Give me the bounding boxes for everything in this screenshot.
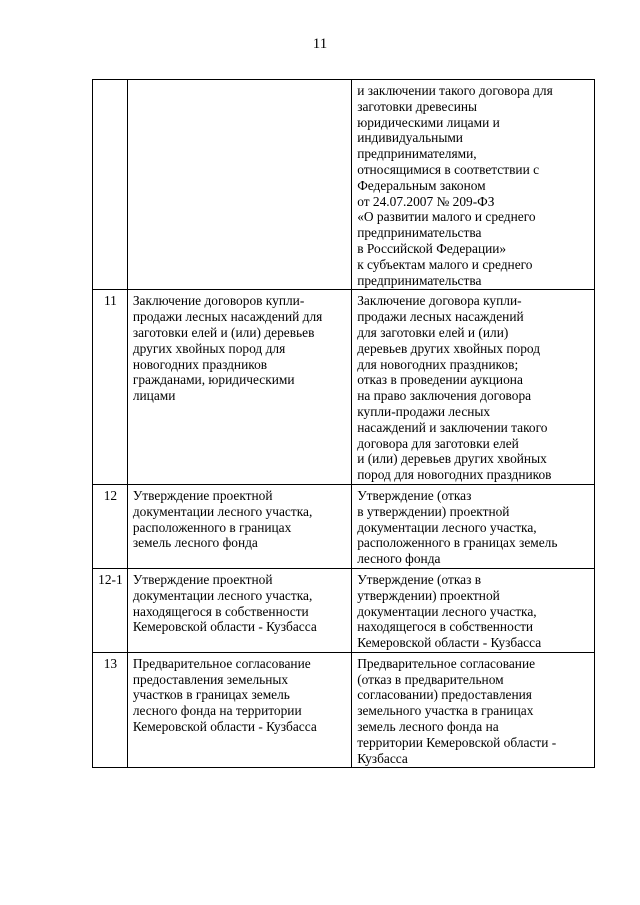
service-result-line: предпринимательства (357, 225, 482, 241)
service-result-line: предпринимательства (357, 272, 482, 288)
row-number-cell: 13 (93, 652, 128, 768)
service-result-cell (352, 290, 595, 485)
service-result-line: земельного участка в границах (357, 703, 534, 719)
service-result-line: Предварительное согласование (357, 655, 536, 671)
service-result-line: Утверждение (отказ (357, 487, 472, 503)
row-number-cell: 11 (93, 290, 128, 485)
services-table (92, 79, 595, 768)
service-result-line: предпринимателями, (357, 146, 477, 162)
service-result-line: для новогодних праздников; (357, 356, 519, 372)
service-result-line: юридическими лицами и (357, 114, 500, 130)
service-name-cell (127, 290, 351, 485)
service-result-line: Утверждение (отказ в (357, 571, 482, 587)
service-result-line: земель лесного фонда на (357, 719, 499, 735)
row-number-cell: 12 (93, 484, 128, 568)
service-name-line: расположенного в границах (132, 519, 292, 535)
row-number-cell (93, 80, 128, 290)
service-name-line: находящегося в собственности (132, 603, 309, 619)
service-name-cell (127, 568, 351, 652)
service-result-line: от 24.07.2007 № 209-ФЗ (357, 193, 495, 209)
service-name-line: Утверждение проектной (132, 571, 273, 587)
service-result-line: заготовки древесины (357, 98, 478, 114)
table-row (93, 568, 595, 652)
service-result-line: в утверждении) проектной (357, 503, 510, 519)
row-number-cell: 12-1 (93, 568, 128, 652)
table-row (93, 80, 595, 290)
service-result-line: утверждении) проектной (357, 587, 500, 603)
service-result-line: расположенного в границах земель (357, 535, 558, 551)
service-result-line: «О развитии малого и среднего (357, 209, 536, 225)
service-result-line: Федеральным законом (357, 177, 486, 193)
service-result-cell (352, 484, 595, 568)
service-result-line: пород для новогодних праздников (357, 467, 552, 483)
service-result-line: продажи лесных насаждений (357, 309, 524, 325)
service-name-line: документации лесного участка, (132, 503, 313, 519)
service-result-line: для заготовки елей и (или) (357, 324, 509, 340)
service-result-line: в Российской Федерации» (357, 240, 507, 256)
table-body (93, 80, 595, 768)
service-result-line: насаждений и заключении такого (357, 419, 548, 435)
service-result-line: (отказ в предварительном (357, 671, 504, 687)
service-result-line: лесного фонда (357, 551, 441, 567)
service-result-line: территории Кемеровской области - (357, 734, 557, 750)
service-name-line: земель лесного фонда (132, 535, 258, 551)
service-result-line: договора для заготовки елей (357, 435, 519, 451)
service-result-line: документации лесного участка, (357, 519, 537, 535)
table-row (93, 484, 595, 568)
service-result-line: относящимися в соответствии с (357, 161, 540, 177)
service-name-line: заготовки елей и (или) деревьев (132, 324, 315, 340)
service-name-cell (127, 652, 351, 768)
service-name-line: документации лесного участка, (132, 587, 313, 603)
service-result-line: находящегося в собственности (357, 619, 534, 635)
service-result-line: на право заключения договора (357, 388, 532, 404)
service-name-line: Предварительное согласование (132, 655, 311, 671)
service-name-line: гражданами, юридическими (132, 372, 295, 388)
service-name-line: Кемеровской области - Кузбасса (132, 619, 317, 635)
service-result-line: купли-продажи лесных (357, 403, 491, 419)
table-row (93, 652, 595, 768)
service-name-cell (127, 484, 351, 568)
service-name-line: лесного фонда на территории (132, 703, 302, 719)
service-name-line: Утверждение проектной (132, 487, 273, 503)
service-name-line: новогодних праздников (132, 356, 268, 372)
service-result-line: отказ в проведении аукциона (357, 372, 523, 388)
service-name-line: лицами (132, 388, 176, 404)
service-name-cell (127, 80, 351, 290)
service-result-line: и (или) деревьев других хвойных (357, 451, 547, 467)
service-result-cell (352, 568, 595, 652)
service-name-line: предоставления земельных (132, 671, 289, 687)
table-row (93, 290, 595, 485)
service-result-line: согласовании) предоставления (357, 687, 532, 703)
service-result-line: документации лесного участка, (357, 603, 537, 619)
service-result-cell (352, 652, 595, 768)
service-name-line: Кемеровской области - Кузбасса (132, 719, 317, 735)
service-result-line: к субъектам малого и среднего (357, 256, 533, 272)
page-number: 11 (312, 36, 328, 52)
service-name-line: продажи лесных насаждений для (132, 309, 323, 325)
service-result-line: индивидуальными (357, 130, 463, 146)
service-name-line: других хвойных пород для (132, 340, 286, 356)
service-result-line: Кемеровской области - Кузбасса (357, 635, 542, 651)
service-result-line: и заключении такого договора для (357, 83, 553, 98)
service-name-line: участков в границах земель (132, 687, 290, 703)
service-result-line: Кузбасса (357, 750, 408, 766)
service-result-cell (352, 80, 595, 290)
service-result-line: деревьев других хвойных пород (357, 340, 541, 356)
service-result-line: Заключение договора купли- (357, 293, 522, 309)
service-name-line: Заключение договоров купли- (132, 293, 305, 309)
